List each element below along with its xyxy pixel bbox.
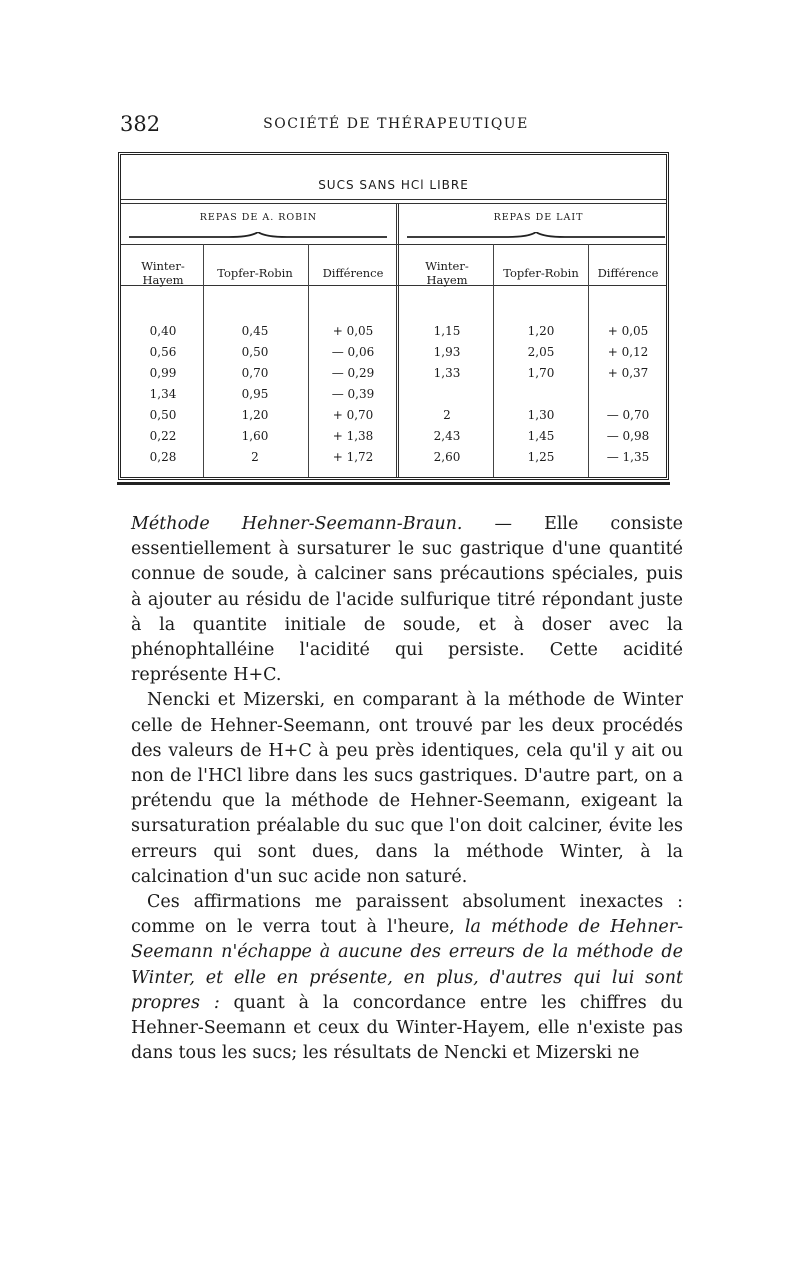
paragraph-text: — Elle consiste essentiellement à sursaturer le suc gastrique d'une quantité connue de soude, à calciner sans précautions spéciales, puis à ajouter au résidu de l'acide sulfurique titré répondant juste à la quantite initiale de soude, et à doser avec la phénophtalléine l'acidité qui persiste. Cette acidité représente H+C. (131, 514, 683, 686)
table-cell: 0,95 (241, 387, 269, 401)
table-cell: 0,40 (149, 324, 177, 338)
table-cell: 0,28 (149, 450, 177, 464)
table-cell: + 1,38 (332, 429, 374, 443)
table-cell: 1,60 (241, 429, 269, 443)
table-cell: — 0,06 (331, 345, 375, 359)
table-cell: + 0,05 (332, 324, 374, 338)
table-cell: 2 (251, 450, 259, 464)
table-cell: 0,99 (149, 366, 177, 380)
running-head: SOCIÉTÉ DE THÉRAPEUTIQUE (263, 116, 529, 132)
group-title-robin: REPAS DE A. ROBIN (199, 212, 318, 223)
table-cell: 0,70 (241, 366, 269, 380)
table-rule (121, 203, 666, 204)
table-cell: — 0,70 (606, 408, 650, 422)
table-cell: — 0,39 (331, 387, 375, 401)
page-header (120, 112, 672, 142)
table-cell: — 0,29 (331, 366, 375, 380)
table-cell: 2,60 (433, 450, 461, 464)
column-header: Topfer-Robin (217, 266, 293, 280)
group-title-lait: REPAS DE LAIT (493, 212, 584, 223)
table-cell: + 0,70 (332, 408, 374, 422)
table-cell: + 0,05 (607, 324, 649, 338)
method-title: Méthode Hehner-Seemann-Braun. (131, 514, 463, 534)
table-cell: + 0,37 (607, 366, 649, 380)
table-cell: 0,22 (149, 429, 177, 443)
table-cell: 1,20 (527, 324, 555, 338)
table-cell: 2,43 (433, 429, 461, 443)
table-cell: 1,70 (527, 366, 555, 380)
table-cell: 1,25 (527, 450, 555, 464)
table-rule (121, 199, 666, 200)
paragraph (131, 890, 683, 1066)
group-separator (396, 203, 399, 477)
table-cell: 1,33 (433, 366, 461, 380)
table-cell: — 0,98 (606, 429, 650, 443)
table-cell: + 1,72 (332, 450, 374, 464)
table-cell: 2,05 (527, 345, 555, 359)
table-cell: 0,50 (241, 345, 269, 359)
column-header: Différence (322, 266, 384, 280)
column-header: Winter- Hayem (425, 259, 469, 287)
table-cell: 1,34 (149, 387, 177, 401)
table-title: SUCS SANS HCl LIBRE (318, 178, 469, 192)
column-header: Différence (597, 266, 659, 280)
column-header: Topfer-Robin (503, 266, 579, 280)
table-cell: 1,15 (433, 324, 461, 338)
table-cell: 1,45 (527, 429, 555, 443)
table-cell: 0,56 (149, 345, 177, 359)
results-table (118, 152, 669, 480)
table-cell: 1,30 (527, 408, 555, 422)
table-cell: — 1,35 (606, 450, 650, 464)
table-cell: 0,50 (149, 408, 177, 422)
group-brace (407, 232, 665, 238)
table-cell: + 0,12 (607, 345, 649, 359)
paragraph-text: Ces affirmations me paraissent absolument inexactes : comme on le verra tout à l'heure, (131, 892, 683, 938)
paragraph-text: quant à la concordance entre les chiffres du Hehner-Seemann et ceux du Winter-Hayem, elle n'existe pas dans tous les sucs; les résultats de Nencki et Mizerski ne (131, 992, 683, 1064)
group-brace (129, 232, 387, 238)
table-cell: 1,93 (433, 345, 461, 359)
paragraph: Nencki et Mizerski, en comparant à la méthode de Winter celle de Hehner-Seemann, ont trouvé par les deux procédés des valeurs de H+C à peu près identiques, cela qu'il y ait ou non de l'HCl libre dans les sucs gastriques. D'autre part, on a prétendu que la méthode de Hehner-Seemann, exigeant la sursaturation préalable du suc que l'on doit calciner, évite les erreurs qui sont dues, dans la méthode Winter, à la calcination d'un suc acide non saturé. (131, 690, 683, 887)
table-cell: 0,45 (241, 324, 269, 338)
body-text (131, 512, 683, 1066)
page-number: 382 (120, 112, 161, 136)
column-header: Winter- Hayem (141, 259, 185, 287)
emphasis-text: la méthode de Hehner-Seemann n'échappe à aucune des erreurs de la méthode de Winter, et elle en présente, en plus, d'autres qui lui sont propres : (131, 917, 684, 1013)
table-cell: 2 (443, 408, 451, 422)
table-cell: 1,20 (241, 408, 269, 422)
paragraph (131, 512, 683, 688)
